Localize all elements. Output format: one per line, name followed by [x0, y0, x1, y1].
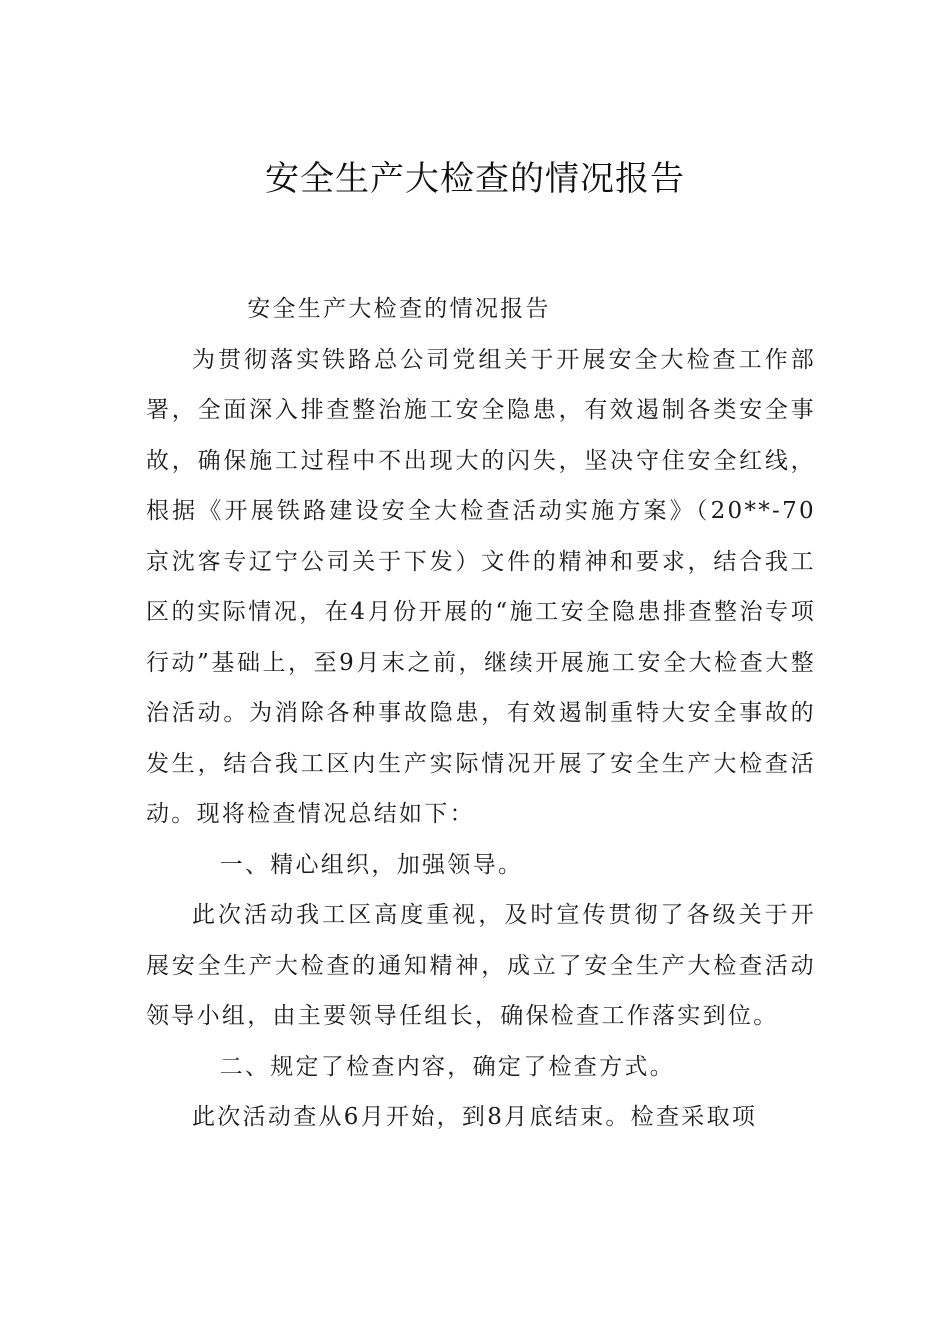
paragraph-section-1: 此次活动我工区高度重视，及时宣传贯彻了各级关于开展安全生产大检查的通知精神，成立了安全生产大检查活动领导小组，由主要领导任组长，确保检查工作落实到位。 [146, 902, 816, 1029]
document-subtitle: 安全生产大检查的情况报告 [247, 296, 551, 322]
section-heading-1: 一、精心组织，加强领导。 [219, 851, 524, 878]
paragraph-section-2: 此次活动查从6月开始，到8月底结束。检查采取项 [192, 1104, 758, 1130]
paragraph-intro: 为贯彻落实铁路总公司党组关于开展安全大检查工作部署，全面深入排查整治施工安全隐患，有效遏制各类安全事故，确保施工过程中不出现大的闪失，坚决守住安全红线，根据《开展铁路建设安全大检查活动实施方案》（20**-70京沈客专辽宁公司关于下发）文件的精神和要求，结合我工区的实际情况，在4月份开展的“施工安全隐患排查整治专项行动”基础上，至9月末之前，继续开展施工安全大检查大整治活动。为消除各种事故隐患，有效遏制重特大安全事故的发生，结合我工区内生产实际情况开展了安全生产大检查活动。现将检查情况总结如下： [146, 346, 816, 827]
document-body [146, 284, 816, 1143]
document-title: 安全生产大检查的情况报告 [265, 159, 685, 199]
section-heading-2: 二、规定了检查内容，确定了检查方式。 [219, 1053, 675, 1080]
